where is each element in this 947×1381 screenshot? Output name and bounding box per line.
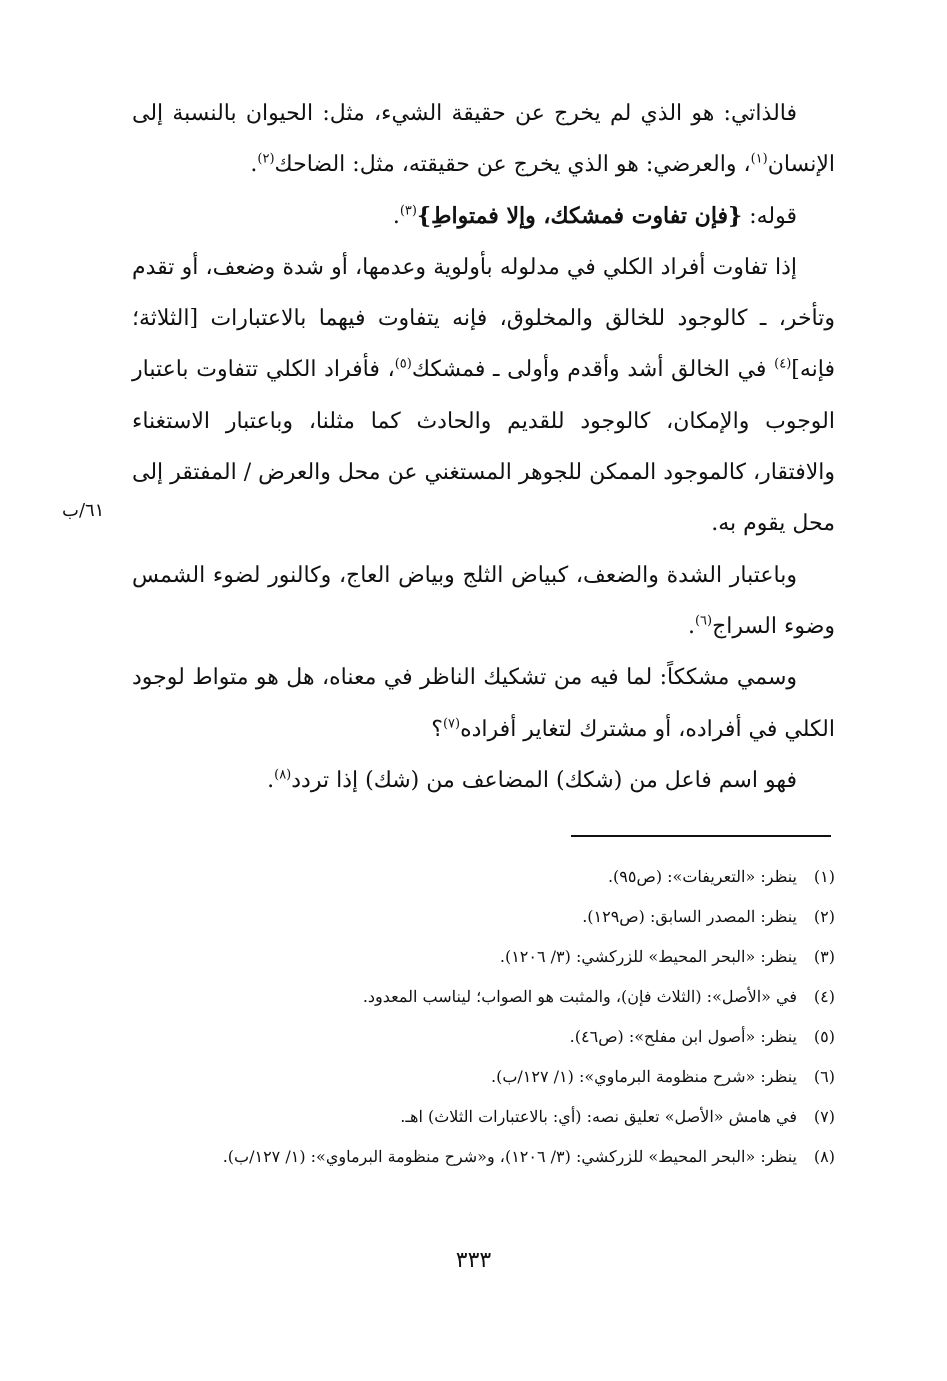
footnote-ref-5[interactable]: (٥) [394,357,412,373]
footnote-text: ينظر: «البحر المحيط» للزركشي: (٣/ ١٢٠٦)، و«شرح منظومة البرماوي»: (١/ ١٢٧/ب). [222,1147,797,1166]
text-run: ، فأفراد الكلي تتفاوت باعتبار الوجوب والإمكان، كالوجود للقديم والحادث كما مثلنا، وباعتبار الاستغناء والافتقار، كالموجود الممكن للجوهر المستغني عن محل والعرض / المفتقر إلى محل يقوم به. [132,357,835,537]
footnote-number: (٦) [813,1067,835,1086]
main-text [132,88,835,806]
footnote-ref-6[interactable]: (٦) [694,613,713,629]
text-run: فالذاتي: هو الذي لم يخرج عن حقيقة الشيء، مثل: الحيوان بالنسبة إلى الإنسان [132,101,835,178]
footnote-text: ينظر: «أصول ابن مفلح»: (ص٤٦). [569,1027,797,1046]
paragraph-6 [132,755,835,806]
paragraph-1 [132,88,835,191]
footnote-item [132,857,835,897]
footnote-separator [571,835,831,837]
paragraph-4 [132,550,835,653]
page-number: ٣٣٣ [455,1248,492,1273]
text-run: في الخالق أشد وأقدم وأولى ـ فمشكك [411,357,775,383]
footnote-number: (٥) [813,1027,835,1046]
text-run: ، والعرضي: هو الذي يخرج عن حقيقته، مثل: الضاحك [274,152,751,178]
footnote-number: (٨) [813,1147,835,1166]
footnote-item [132,1057,835,1097]
footnote-ref-8[interactable]: (٨) [274,767,292,783]
text-run: قوله: [742,203,797,229]
footnotes [132,857,835,1177]
footnote-text: ينظر: «التعريفات»: (ص٩٥). [607,867,797,886]
text-run: . [267,767,275,793]
footnote-text: في «الأصل»: (الثلاث فإن)، والمثبت هو الصواب؛ ليناسب المعدود. [362,987,797,1006]
footnote-text: ينظر: المصدر السابق: (ص١٢٩). [582,907,797,926]
text-run: . [250,152,258,178]
text-run: . [687,613,695,639]
footnote-ref-3[interactable]: (٣) [399,203,417,219]
footnote-item [132,937,835,977]
footnote-ref-1[interactable]: (١) [750,151,768,167]
footnote-ref-4[interactable]: (٤) [774,357,792,373]
paragraph-3 [132,242,835,550]
text-run: فهو اسم فاعل من (شكك) المضاعف من (شك) إذا تردد [291,767,797,793]
text-run: إذا تفاوت أفراد الكلي في مدلوله بأولوية وعدمها، أو شدة وضعف، أو تقدم وتأخر، ـ كالوجود للخالق والمخلوق، فإنه يتفاوت فيهما بالاعتبارات [الثلاثة؛ فإنه] [132,254,835,383]
footnote-text: ينظر: «البحر المحيط» للزركشي: (٣/ ١٢٠٦). [499,947,797,966]
footnote-number: (٣) [813,947,835,966]
footnote-item [132,1017,835,1057]
footnote-item [132,977,835,1017]
text-run: وباعتبار الشدة والضعف، كبياض الثلج وبياض العاج، وكالنور لضوء الشمس وضوء السراج [132,562,835,639]
footnote-number: (٧) [813,1107,835,1126]
footnote-number: (٤) [813,987,835,1006]
footnote-item [132,1137,835,1177]
footnote-ref-2[interactable]: (٢) [257,151,275,167]
text-run: ؟ [431,716,443,742]
footnote-text: في هامش «الأصل» تعليق نصه: (أي: بالاعتبارات الثلاث) اهـ. [400,1107,797,1126]
footnote-number: (٢) [813,907,835,926]
text-run: . [392,203,400,229]
text-run: وسمي مشككاً: لما فيه من تشكيك الناظر في معناه، هل هو متواط لوجود الكلي في أفراده، أو مشترك لتغاير أفراده [132,665,835,742]
footnote-item [132,897,835,937]
footnote-item [132,1097,835,1137]
paragraph-2 [132,191,835,242]
footnote-ref-7[interactable]: (٧) [442,716,461,732]
quoted-matn: {فإن تفاوت فمشكك، وإلا فمتواطِ} [416,202,743,229]
manuscript-folio-marker: ٦١/ب [62,500,105,521]
paragraph-5 [132,652,835,755]
footnote-text: ينظر: «شرح منظومة البرماوي»: (١/ ١٢٧/ب). [491,1067,797,1086]
footnote-number: (١) [813,867,835,886]
